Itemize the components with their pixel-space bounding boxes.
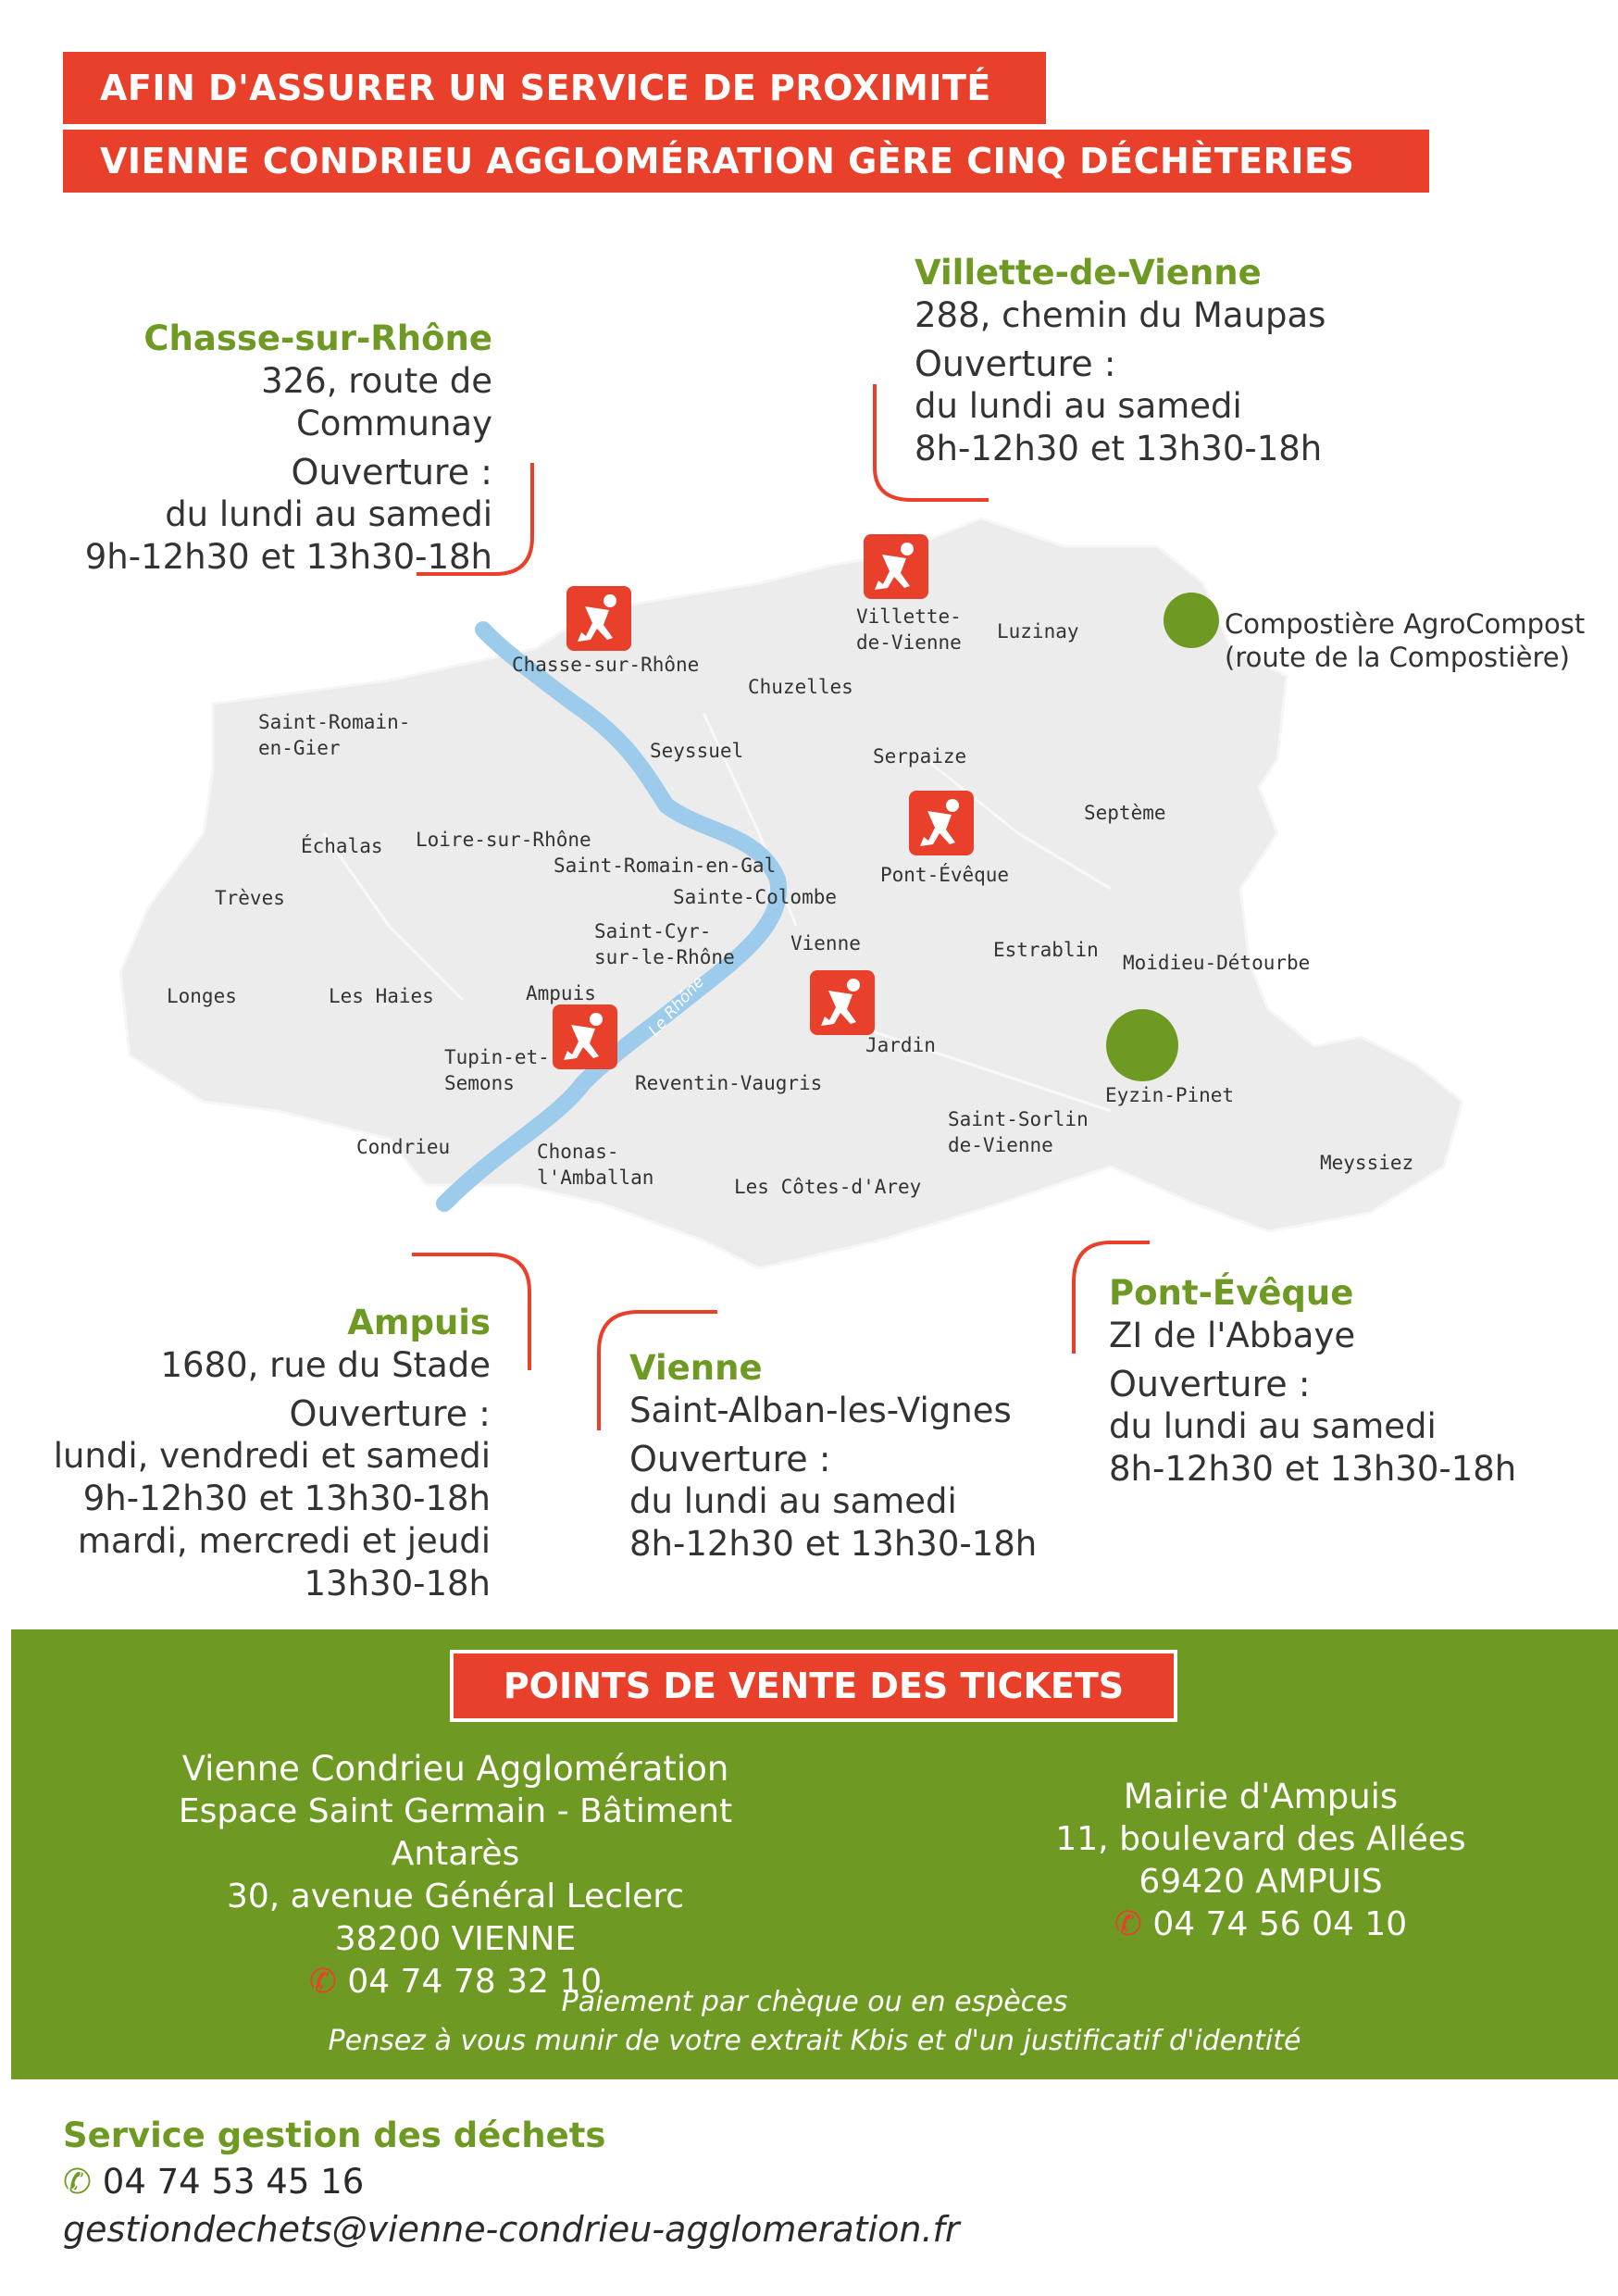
site-chasse-hours-2: 9h-12h30 et 13h30-18h bbox=[84, 537, 492, 577]
town-chonas-2: l'Amballan bbox=[537, 1167, 654, 1189]
site-ampuis-hours-2: 9h-12h30 et 13h30-18h bbox=[82, 1479, 491, 1518]
footer-phone[interactable]: 04 74 53 45 16 bbox=[102, 2162, 365, 2202]
town-romain-gier-1: Saint-Romain- bbox=[258, 711, 411, 733]
town-sorlin-2: de-Vienne bbox=[948, 1134, 1053, 1156]
tickets-title-banner bbox=[450, 1650, 1177, 1722]
town-serpaize: Serpaize bbox=[873, 745, 967, 767]
tickets-vca-line-1: Espace Saint Germain - Bâtiment Antarès bbox=[178, 1792, 733, 1873]
town-septeme: Septème bbox=[1084, 802, 1166, 824]
site-pont bbox=[1109, 1272, 1572, 1491]
footer-service: Service gestion des déchets bbox=[63, 2115, 606, 2155]
site-pont-hours-2: 8h-12h30 et 13h30-18h bbox=[1109, 1449, 1517, 1489]
site-pont-address: ZI de l'Abbaye bbox=[1109, 1316, 1356, 1355]
town-romain-gier-2: en-Gier bbox=[258, 737, 341, 759]
phone-icon: ✆ bbox=[308, 1963, 337, 2001]
tickets-vca-line-3: 38200 VIENNE bbox=[334, 1920, 577, 1958]
site-chasse-opening: Ouverture : bbox=[291, 452, 492, 493]
town-vienne: Vienne bbox=[790, 932, 861, 955]
site-villette-hours-2: 8h-12h30 et 13h30-18h bbox=[915, 429, 1323, 468]
footer-phone-row bbox=[63, 2159, 1544, 2205]
tickets-ampuis-phone[interactable]: 04 74 56 04 10 bbox=[1152, 1905, 1408, 1943]
town-tupin-1: Tupin-et- bbox=[444, 1046, 550, 1068]
site-vienne bbox=[629, 1347, 1055, 1566]
site-vienne-opening: Ouverture : bbox=[629, 1439, 831, 1479]
town-seyssuel: Seyssuel bbox=[650, 740, 744, 762]
tickets-ampuis-line-2: 69420 AMPUIS bbox=[1139, 1863, 1383, 1901]
site-ampuis-address: 1680, rue du Stade bbox=[160, 1345, 491, 1385]
tickets-notes bbox=[11, 1983, 1618, 2061]
tickets-vca-phone[interactable]: 04 74 78 32 10 bbox=[347, 1963, 603, 2001]
site-villette-hours-1: du lundi au samedi bbox=[915, 386, 1242, 426]
town-villette-1: Villette- bbox=[856, 605, 962, 628]
site-villette-address: 288, chemin du Maupas bbox=[915, 295, 1326, 335]
town-loire: Loire-sur-Rhône bbox=[416, 829, 591, 851]
tickets-vca-name: Vienne Condrieu Agglomération bbox=[181, 1749, 729, 1789]
tickets-section bbox=[11, 1629, 1618, 2079]
town-cotes: Les Côtes-d'Arey bbox=[734, 1176, 922, 1198]
town-colombe: Sainte-Colombe bbox=[673, 886, 838, 908]
tickets-ampuis-name: Mairie d'Ampuis bbox=[1123, 1777, 1399, 1816]
site-chasse-address: 326, route de Communay bbox=[261, 361, 492, 443]
town-jardin: Jardin bbox=[865, 1034, 936, 1056]
town-chonas-1: Chonas- bbox=[537, 1141, 619, 1163]
site-ampuis-name: Ampuis bbox=[347, 1303, 491, 1342]
tickets-vca bbox=[122, 1748, 789, 2003]
tickets-payment: Paiement par chèque ou en espèces bbox=[561, 1986, 1068, 2018]
town-eyzin: Eyzin-Pinet bbox=[1105, 1084, 1235, 1106]
town-haies: Les Haies bbox=[329, 985, 434, 1007]
tickets-ampuis-phone-row bbox=[1011, 1903, 1511, 1946]
town-pont: Pont-Évêque bbox=[880, 864, 1010, 886]
tickets-ampuis bbox=[1011, 1776, 1511, 1946]
town-moidieu: Moidieu-Détourbe bbox=[1123, 952, 1311, 974]
tickets-reminder: Pensez à vous munir de votre extrait Kbis et d'un justificatif d'identité bbox=[328, 2025, 1301, 2057]
town-treves: Trèves bbox=[215, 887, 285, 909]
town-longes: Longes bbox=[167, 985, 237, 1007]
site-vienne-hours-2: 8h-12h30 et 13h30-18h bbox=[629, 1524, 1038, 1564]
town-condrieu: Condrieu bbox=[356, 1136, 451, 1158]
site-chasse bbox=[56, 318, 492, 579]
site-pont-name: Pont-Évêque bbox=[1109, 1273, 1354, 1313]
tickets-title: POINTS DE VENTE DES TICKETS bbox=[503, 1666, 1125, 1706]
town-cyr-2: sur-le-Rhône bbox=[594, 946, 735, 968]
phone-icon: ✆ bbox=[63, 2162, 93, 2202]
site-pont-opening: Ouverture : bbox=[1109, 1364, 1311, 1404]
site-villette-name: Villette-de-Vienne bbox=[915, 253, 1262, 293]
header-line-2: VIENNE CONDRIEU AGGLOMÉRATION GÈRE CINQ DÉCHÈTERIES bbox=[100, 141, 1355, 181]
tickets-vca-line-2: 30, avenue Général Leclerc bbox=[226, 1878, 685, 1915]
site-ampuis-hours-1: lundi, vendredi et samedi bbox=[53, 1436, 491, 1476]
site-chasse-name: Chasse-sur-Rhône bbox=[143, 318, 492, 358]
site-chasse-hours-1: du lundi au samedi bbox=[165, 494, 492, 534]
site-villette-opening: Ouverture : bbox=[915, 343, 1116, 384]
site-ampuis-hours-3: mardi, mercredi et jeudi bbox=[77, 1521, 491, 1561]
town-villette-2: de-Vienne bbox=[856, 631, 962, 654]
town-romain-gal: Saint-Romain-en-Gal bbox=[554, 855, 777, 877]
site-vienne-hours-1: du lundi au samedi bbox=[629, 1481, 957, 1521]
town-estrablin: Estrablin bbox=[993, 939, 1099, 961]
town-chasse: Chasse-sur-Rhône bbox=[512, 654, 700, 676]
site-ampuis bbox=[46, 1302, 491, 1605]
site-vienne-name: Vienne bbox=[629, 1348, 763, 1388]
tickets-ampuis-line-1: 11, boulevard des Allées bbox=[1055, 1820, 1466, 1858]
footer-email[interactable]: gestiondechets@vienne-condrieu-agglomeration.fr bbox=[63, 2209, 960, 2250]
town-cyr-1: Saint-Cyr- bbox=[594, 920, 712, 942]
site-pont-hours-1: du lundi au samedi bbox=[1109, 1406, 1437, 1446]
town-chuzelles: Chuzelles bbox=[748, 676, 853, 698]
town-sorlin-1: Saint-Sorlin bbox=[948, 1108, 1089, 1130]
site-ampuis-hours-4: 13h30-18h bbox=[304, 1564, 491, 1603]
town-echalas: Échalas bbox=[301, 835, 383, 857]
phone-icon: ✆ bbox=[1114, 1905, 1142, 1943]
site-ampuis-opening: Ouverture : bbox=[289, 1393, 491, 1434]
footer bbox=[63, 2113, 1544, 2253]
town-luzinay: Luzinay bbox=[997, 620, 1079, 643]
town-tupin-2: Semons bbox=[444, 1072, 515, 1094]
compost-legend-1: Compostière AgroCompost bbox=[1225, 608, 1586, 640]
town-reventin: Reventin-Vaugris bbox=[635, 1072, 823, 1094]
town-ampuis: Ampuis bbox=[526, 982, 596, 1004]
compost-legend-2: (route de la Compostière) bbox=[1225, 642, 1570, 673]
site-vienne-address: Saint-Alban-les-Vignes bbox=[629, 1391, 1012, 1430]
site-villette bbox=[915, 252, 1414, 470]
town-meyssiez: Meyssiez bbox=[1320, 1152, 1414, 1174]
river-label: Le Rhône bbox=[644, 972, 708, 1041]
header-line-1: AFIN D'ASSURER UN SERVICE DE PROXIMITÉ bbox=[100, 68, 991, 108]
